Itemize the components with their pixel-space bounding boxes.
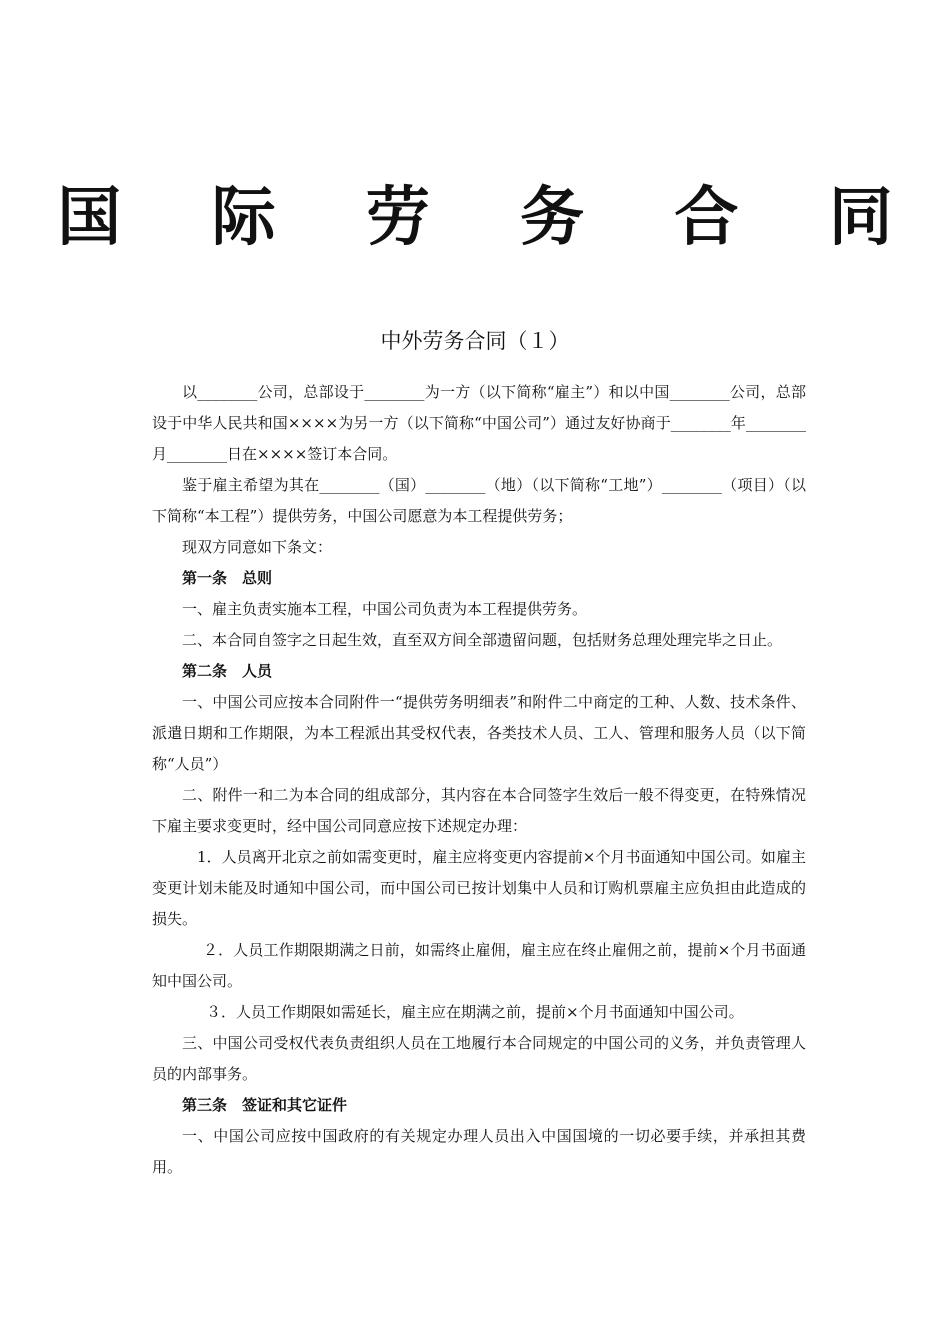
clause-paragraph: 一、雇主负责实施本工程，中国公司负责为本工程提供劳务。 — [182, 600, 588, 618]
clause-paragraph: 一、中国公司应按中国政府的有关规定办理人员出入中国国境的一切必要手续，并承担其费用。 — [152, 1127, 806, 1176]
clause-paragraph: 二、本合同自签字之日起生效，直至双方间全部遗留问题，包括财务总理处理完毕之日止。 — [182, 631, 783, 649]
clause-paragraph: 一、中国公司应按本合同附件一“提供劳务明细表”和附件二中商定的工种、人数、技术条件、派遣日期和工作期限，为本工程派出其受权代表，各类技术人员、工人、管理和服务人员（以下简称“人员”） — [152, 693, 806, 773]
document-subtitle: 中外劳务合同（１） — [380, 329, 570, 353]
preamble-paragraph: 以________公司，总部设于________为一方（以下简称“雇主”）和以中国________公司，总部设于中华人民共和国××××为另一方（以下简称“中国公司”）通过友好协商于________年________月________日在××××签订本合同。 — [152, 383, 806, 463]
sub-clause-paragraph: ３．人员工作期限如需延长，雇主应在期满之前，提前×个月书面通知中国公司。 — [206, 1003, 744, 1021]
document-body — [152, 377, 806, 1183]
document-title: 国 际 劳 务 合 同 — [57, 180, 927, 255]
preamble-paragraph: 鉴于雇主希望为其在________（国）________（地）（以下简称“工地”）________（项目）（以下简称“本工程”）提供劳务，中国公司愿意为本工程提供劳务； — [152, 476, 806, 525]
sub-clause-paragraph: 1．人员离开北京之前如需变更时，雇主应将变更内容提前×个月书面通知中国公司。如雇主变更计划未能及时通知中国公司，而中国公司已按计划集中人员和订购机票雇主应负担由此造成的损失。 — [152, 848, 806, 928]
sub-clause-paragraph: ２．人员工作期限期满之日前，如需终止雇佣，雇主应在终止雇佣之前，提前×个月书面通知中国公司。 — [152, 941, 806, 990]
article-3-heading: 第三条 签证和其它证件 — [182, 1096, 348, 1114]
clause-paragraph: 二、附件一和二为本合同的组成部分，其内容在本合同签字生效后一般不得变更，在特殊情况下雇主要求变更时，经中国公司同意应按下述规定办理： — [152, 786, 806, 835]
preamble-paragraph: 现双方同意如下条文： — [182, 538, 333, 556]
clause-paragraph: 三、中国公司受权代表负责组织人员在工地履行本合同规定的中国公司的义务，并负责管理人员的内部事务。 — [152, 1034, 806, 1083]
article-1-heading: 第一条 总则 — [182, 569, 273, 587]
article-2-heading: 第二条 人员 — [182, 662, 273, 680]
